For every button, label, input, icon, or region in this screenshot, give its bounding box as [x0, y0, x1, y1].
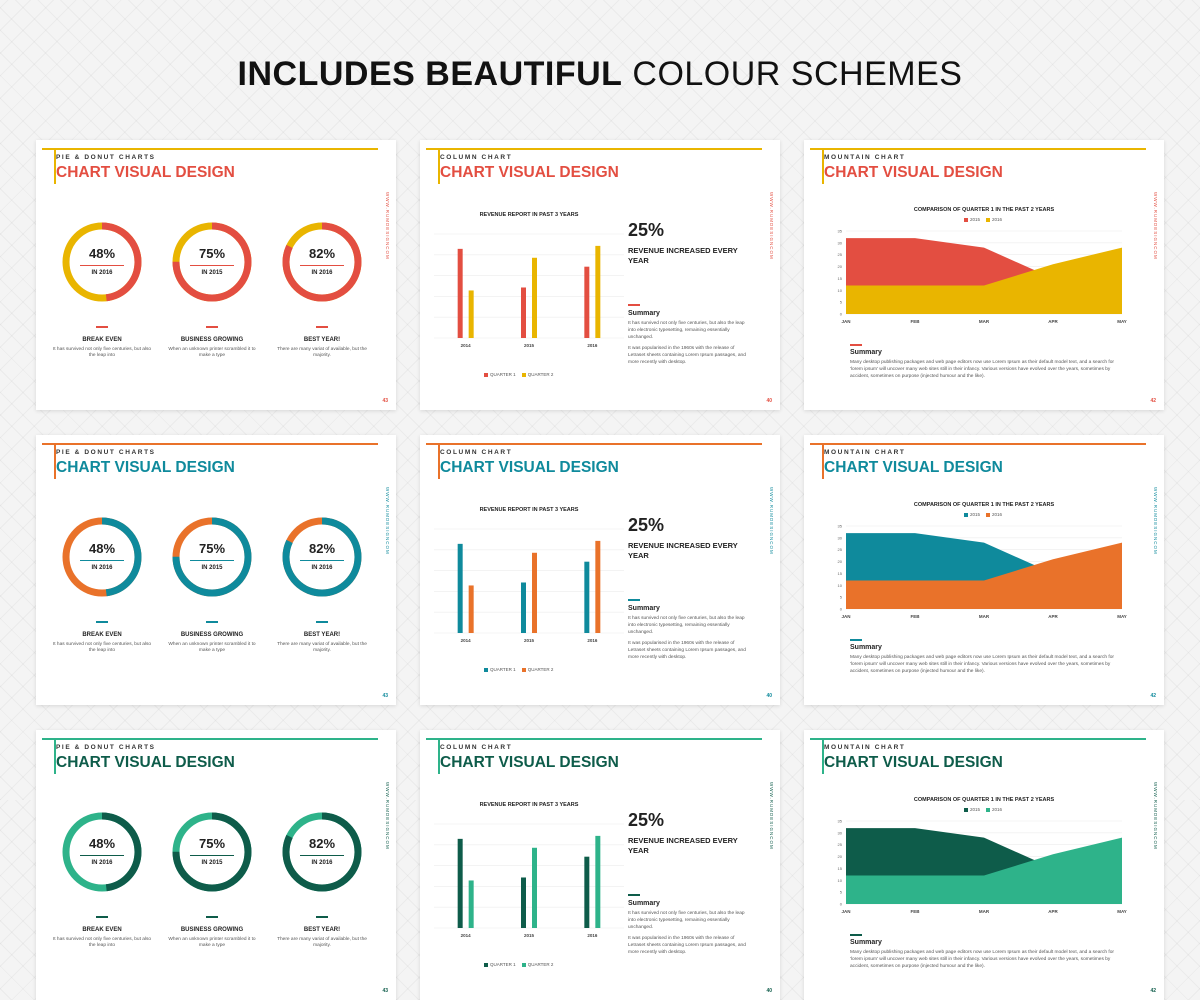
donut-percent: 75%	[198, 541, 226, 556]
legend-swatch	[484, 963, 488, 967]
y-tick-label: 5	[839, 594, 842, 600]
y-tick-label: 35	[837, 228, 842, 234]
page-number: 40	[766, 398, 772, 404]
page-number: 43	[382, 988, 388, 994]
caption-dash	[316, 916, 328, 918]
summary-title: Summary	[850, 644, 882, 651]
legend-label: 2015	[970, 512, 981, 517]
summary-text: It has survived not only five centuries, but also the leap into electronic typesetting, remaining essentially unchanged.	[628, 911, 745, 930]
caption-text: When an unknown printer scrambled it to make a type	[168, 346, 256, 358]
headline-light: COLOUR SCHEMES	[632, 55, 963, 93]
donut-chart	[282, 812, 362, 892]
legend-label: QUARTER 2	[527, 372, 554, 377]
legend-item	[484, 372, 516, 377]
slide-mountain-theme-1[interactable]	[804, 140, 1164, 410]
bar-quarter-2	[532, 258, 537, 338]
y-tick-label: 15	[837, 865, 842, 871]
donut-percent: 75%	[198, 836, 226, 851]
donut-chart	[172, 812, 252, 892]
slide-subtitle: COLUMN CHART	[440, 154, 513, 161]
caption-title: BUSINESS GROWING	[180, 926, 244, 933]
y-tick-label: 30	[837, 830, 842, 836]
x-tick-label: 2016	[587, 343, 598, 348]
slide-top-line	[42, 443, 378, 445]
legend-item	[522, 667, 554, 672]
donut-year: IN 2015	[201, 860, 223, 866]
donut-year: IN 2016	[311, 860, 333, 866]
headline-bold: INCLUDES BEAUTIFUL	[237, 55, 623, 93]
mountain-legend	[964, 217, 1002, 222]
donut-caption	[52, 326, 152, 359]
column-chart	[434, 224, 624, 354]
x-tick-label: JAN	[841, 614, 851, 619]
donut-year: IN 2016	[311, 270, 333, 276]
donut-svg	[282, 222, 362, 302]
big-percent: 25%	[628, 810, 665, 830]
bar-quarter-1	[521, 582, 526, 633]
caption-dash	[316, 621, 328, 623]
legend-swatch	[986, 218, 990, 222]
legend-label: 2016	[992, 217, 1003, 222]
x-tick-label: 2016	[587, 933, 598, 938]
slide-subtitle: COLUMN CHART	[440, 744, 513, 751]
x-tick-label: APR	[1048, 319, 1058, 324]
bar-quarter-1	[584, 857, 589, 928]
donut-svg	[62, 517, 142, 597]
slide-mountain-theme-2[interactable]	[804, 435, 1164, 705]
column-chart-title: REVENUE REPORT IN PAST 3 YEARS	[479, 507, 579, 513]
donut-percent: 82%	[308, 836, 336, 851]
slide-title: CHART VISUAL DESIGN	[440, 459, 619, 476]
legend-swatch	[964, 513, 968, 517]
slide-mountain-theme-3[interactable]	[804, 730, 1164, 1000]
y-tick-label: 20	[837, 854, 842, 860]
revenue-text: REVENUE INCREASED EVERY YEAR	[628, 246, 738, 265]
slide-top-line	[810, 148, 1146, 150]
legend-label: 2016	[992, 807, 1003, 812]
slide-title: CHART VISUAL DESIGN	[824, 459, 1003, 476]
x-tick-label: 2016	[587, 638, 598, 643]
mountain-chart-title: COMPARISON OF QUARTER 1 IN THE PAST 2 YEARS	[913, 207, 1055, 213]
caption-dash	[96, 326, 108, 328]
page-number: 42	[1150, 398, 1156, 404]
y-tick-label: 15	[837, 275, 842, 281]
donut-chart	[62, 812, 142, 892]
y-tick-label: 0	[839, 901, 842, 907]
donut-year: IN 2016	[311, 565, 333, 571]
caption-text: It has survived not only five centuries, but also the leap into	[52, 641, 152, 653]
caption-text: It has survived not only five centuries, but also the leap into	[52, 936, 152, 948]
caption-dash	[206, 326, 218, 328]
big-percent: 25%	[628, 515, 665, 535]
donut-svg	[172, 812, 252, 892]
slide-top-line	[810, 738, 1146, 740]
caption-title: BEST YEAR!	[303, 631, 341, 638]
slide-top-line	[42, 738, 378, 740]
donut-underline	[80, 560, 124, 561]
legend-label: QUARTER 1	[490, 962, 516, 967]
summary-title: Summary	[850, 349, 882, 356]
legend-label: QUARTER 2	[527, 667, 554, 672]
donut-underline	[190, 560, 234, 561]
donut-chart	[172, 517, 252, 597]
column-legend	[484, 667, 553, 672]
legend-label: QUARTER 2	[527, 962, 554, 967]
bar-quarter-1	[521, 287, 526, 338]
side-url: WWW.RUMDESIGNCOM	[769, 487, 774, 555]
donut-caption	[52, 621, 152, 654]
donut-underline	[190, 265, 234, 266]
slide-column-theme-3[interactable]	[420, 730, 780, 1000]
caption-text: There are many variat of available, but the majority.	[277, 641, 367, 653]
column-legend	[484, 372, 553, 377]
summary-text: Many desktop publishing packages and web page editors now use Lorem Ipsum as their default model text, and a search for 'lorem ipsum' will uncover many web sites still in their infancy. Various versions have evolved over the years, sometimes by accident, sometimes on purpose (injected humour and the like).	[850, 655, 1114, 674]
y-tick-label: 25	[837, 842, 842, 848]
page-number: 43	[382, 693, 388, 699]
donut-year: IN 2016	[91, 565, 113, 571]
y-tick-label: 5	[839, 299, 842, 305]
y-tick-label: 35	[837, 818, 842, 824]
donut-svg	[62, 812, 142, 892]
summary-text: It was popularised in the 1960s with the release of Letraset sheets containing Lorem Ipsum passages, and more recently with desktop.	[628, 346, 746, 365]
donut-chart	[282, 517, 362, 597]
donut-underline	[80, 855, 124, 856]
donut-percent: 82%	[308, 246, 336, 261]
bar-quarter-2	[595, 836, 600, 928]
donut-caption	[272, 916, 372, 949]
bar-quarter-1	[458, 249, 463, 338]
legend-item	[986, 512, 1002, 517]
slide-title: CHART VISUAL DESIGN	[440, 754, 619, 771]
caption-title: BREAK EVEN	[82, 336, 122, 343]
summary-title: Summary	[628, 310, 660, 317]
summary-dash	[628, 304, 640, 306]
donut-year: IN 2016	[91, 270, 113, 276]
side-url: WWW.RUMDESIGNCOM	[385, 487, 390, 555]
donut-svg	[172, 517, 252, 597]
legend-item	[964, 512, 980, 517]
summary-dash	[628, 894, 640, 896]
page-number: 42	[1150, 988, 1156, 994]
summary-text: It was popularised in the 1960s with the release of Letraset sheets containing Lorem Ipsum passages, and more recently with desktop.	[628, 641, 746, 660]
legend-swatch	[986, 513, 990, 517]
x-tick-label: APR	[1048, 614, 1058, 619]
x-tick-label: APR	[1048, 909, 1058, 914]
slide-pie-theme-3[interactable]	[36, 730, 396, 1000]
mountain-chart	[826, 226, 1126, 326]
mountain-chart-title: COMPARISON OF QUARTER 1 IN THE PAST 2 YEARS	[913, 502, 1055, 508]
donut-chart	[282, 222, 362, 302]
bar-quarter-2	[469, 290, 474, 338]
y-tick-label: 0	[839, 311, 842, 317]
donut-percent: 48%	[88, 541, 116, 556]
donut-svg	[282, 812, 362, 892]
caption-title: BREAK EVEN	[82, 926, 122, 933]
y-tick-label: 20	[837, 559, 842, 565]
summary-title: Summary	[628, 605, 660, 612]
slide-top-line	[426, 148, 762, 150]
x-tick-label: FEB	[910, 909, 920, 914]
slide-subtitle: PIE & DONUT CHARTS	[56, 744, 156, 751]
slide-subtitle: MOUNTAIN CHART	[824, 744, 906, 751]
page-number: 40	[766, 988, 772, 994]
x-tick-label: MAR	[978, 319, 990, 324]
mountain-chart-title: COMPARISON OF QUARTER 1 IN THE PAST 2 YEARS	[913, 797, 1055, 803]
side-url: WWW.RUMDESIGNCOM	[385, 192, 390, 260]
x-tick-label: MAR	[978, 614, 990, 619]
legend-item	[986, 217, 1002, 222]
donut-year: IN 2016	[91, 860, 113, 866]
legend-swatch	[484, 668, 488, 672]
revenue-text: REVENUE INCREASED EVERY YEAR	[628, 541, 738, 560]
slide-top-line	[426, 738, 762, 740]
x-tick-label: 2014	[460, 343, 471, 348]
slide-top-line	[810, 443, 1146, 445]
caption-title: BEST YEAR!	[303, 926, 341, 933]
summary-text: Many desktop publishing packages and web page editors now use Lorem Ipsum as their default model text, and a search for 'lorem ipsum' will uncover many web sites still in their infancy. Various versions have evolved over the years, sometimes by accident, sometimes on purpose (injected humour and the like).	[850, 360, 1114, 379]
donut-caption	[272, 621, 372, 654]
bar-quarter-2	[532, 553, 537, 633]
y-tick-label: 25	[837, 252, 842, 258]
bar-quarter-1	[458, 839, 463, 928]
big-percent: 25%	[628, 220, 665, 240]
bar-quarter-1	[584, 562, 589, 633]
x-tick-label: 2015	[523, 933, 535, 938]
summary-dash	[850, 344, 862, 346]
summary-text: Many desktop publishing packages and web page editors now use Lorem Ipsum as their default model text, and a search for 'lorem ipsum' will uncover many web sites still in their infancy. Various versions have evolved over the years, sometimes by accident, sometimes on purpose (injected humour and the like).	[850, 950, 1114, 969]
column-chart	[434, 814, 624, 944]
legend-label: 2015	[970, 807, 981, 812]
slide-top-line	[426, 443, 762, 445]
legend-item	[986, 807, 1002, 812]
mountain-chart	[826, 816, 1126, 916]
x-tick-label: MAY	[1117, 319, 1127, 324]
donut-percent: 48%	[88, 246, 116, 261]
donut-caption	[162, 326, 262, 359]
revenue-text: REVENUE INCREASED EVERY YEAR	[628, 836, 738, 855]
side-url: WWW.RUMDESIGNCOM	[1153, 192, 1158, 260]
legend-swatch	[986, 808, 990, 812]
caption-dash	[96, 621, 108, 623]
donut-caption	[162, 916, 262, 949]
donut-caption	[272, 326, 372, 359]
y-tick-label: 25	[837, 547, 842, 553]
bar-quarter-1	[458, 544, 463, 633]
y-tick-label: 10	[837, 582, 842, 588]
summary-dash	[850, 934, 862, 936]
summary-text: It was popularised in the 1960s with the release of Letraset sheets containing Lorem Ipsum passages, and more recently with desktop.	[628, 936, 746, 955]
donut-svg	[172, 222, 252, 302]
donut-underline	[300, 855, 344, 856]
column-chart-title: REVENUE REPORT IN PAST 3 YEARS	[479, 212, 579, 218]
donut-svg	[62, 222, 142, 302]
mountain-legend	[964, 512, 1002, 517]
legend-swatch	[522, 373, 526, 377]
legend-label: QUARTER 1	[490, 372, 516, 377]
slide-title: CHART VISUAL DESIGN	[56, 459, 235, 476]
y-tick-label: 5	[839, 889, 842, 895]
donut-percent: 82%	[308, 541, 336, 556]
x-tick-label: 2015	[523, 343, 535, 348]
slide-subtitle: COLUMN CHART	[440, 449, 513, 456]
caption-title: BUSINESS GROWING	[180, 336, 244, 343]
donut-percent: 75%	[198, 246, 226, 261]
legend-item	[484, 667, 516, 672]
caption-text: When an unknown printer scrambled it to make a type	[168, 641, 256, 653]
legend-label: 2016	[992, 512, 1003, 517]
x-tick-label: JAN	[841, 319, 851, 324]
donut-chart	[172, 222, 252, 302]
legend-swatch	[964, 808, 968, 812]
x-tick-label: FEB	[910, 319, 920, 324]
slide-subtitle: PIE & DONUT CHARTS	[56, 154, 156, 161]
bar-quarter-2	[469, 585, 474, 633]
page-number: 42	[1150, 693, 1156, 699]
side-url: WWW.RUMDESIGNCOM	[769, 192, 774, 260]
slide-subtitle: MOUNTAIN CHART	[824, 449, 906, 456]
legend-swatch	[964, 218, 968, 222]
donut-chart	[62, 517, 142, 597]
donut-caption	[52, 916, 152, 949]
slide-pie-theme-2[interactable]	[36, 435, 396, 705]
summary-dash	[628, 599, 640, 601]
summary-text: It has survived not only five centuries, but also the leap into electronic typesetting, remaining essentially unchanged.	[628, 321, 745, 340]
column-chart	[434, 519, 624, 649]
side-url: WWW.RUMDESIGNCOM	[769, 782, 774, 850]
caption-title: BREAK EVEN	[82, 631, 122, 638]
bar-quarter-1	[584, 267, 589, 338]
summary-text: It has survived not only five centuries, but also the leap into electronic typesetting, remaining essentially unchanged.	[628, 616, 745, 635]
y-tick-label: 10	[837, 877, 842, 883]
summary-title: Summary	[628, 900, 660, 907]
slide-top-line	[42, 148, 378, 150]
legend-item	[484, 962, 516, 967]
mountain-legend	[964, 807, 1002, 812]
y-tick-label: 10	[837, 287, 842, 293]
x-tick-label: MAY	[1117, 909, 1127, 914]
legend-swatch	[522, 963, 526, 967]
slide-title: CHART VISUAL DESIGN	[56, 164, 235, 181]
y-tick-label: 30	[837, 535, 842, 541]
caption-text: There are many variat of available, but the majority.	[277, 346, 367, 358]
column-chart-title: REVENUE REPORT IN PAST 3 YEARS	[479, 802, 579, 808]
donut-year: IN 2015	[201, 270, 223, 276]
page-number: 43	[382, 398, 388, 404]
caption-title: BEST YEAR!	[303, 336, 341, 343]
legend-item	[964, 217, 980, 222]
legend-item	[522, 372, 554, 377]
slide-title: CHART VISUAL DESIGN	[56, 754, 235, 771]
bar-quarter-2	[595, 541, 600, 633]
slide-title: CHART VISUAL DESIGN	[824, 754, 1003, 771]
donut-underline	[80, 265, 124, 266]
caption-dash	[206, 916, 218, 918]
x-tick-label: JAN	[841, 909, 851, 914]
x-tick-label: FEB	[910, 614, 920, 619]
y-tick-label: 0	[839, 606, 842, 612]
slide-column-theme-1[interactable]	[420, 140, 780, 410]
donut-svg	[282, 517, 362, 597]
y-tick-label: 15	[837, 570, 842, 576]
slide-subtitle: MOUNTAIN CHART	[824, 154, 906, 161]
y-tick-label: 35	[837, 523, 842, 529]
bar-quarter-2	[469, 880, 474, 928]
side-url: WWW.RUMDESIGNCOM	[1153, 782, 1158, 850]
legend-label: QUARTER 1	[490, 667, 516, 672]
slide-title: CHART VISUAL DESIGN	[440, 164, 619, 181]
mountain-chart	[826, 521, 1126, 621]
y-tick-label: 20	[837, 264, 842, 270]
donut-underline	[300, 265, 344, 266]
summary-dash	[850, 639, 862, 641]
slide-subtitle: PIE & DONUT CHARTS	[56, 449, 156, 456]
donut-year: IN 2015	[201, 565, 223, 571]
side-url: WWW.RUMDESIGNCOM	[385, 782, 390, 850]
slide-title: CHART VISUAL DESIGN	[824, 164, 1003, 181]
y-tick-label: 30	[837, 240, 842, 246]
donut-caption	[162, 621, 262, 654]
bar-quarter-1	[521, 877, 526, 928]
summary-title: Summary	[850, 939, 882, 946]
x-tick-label: MAY	[1117, 614, 1127, 619]
slide-column-theme-2[interactable]	[420, 435, 780, 705]
x-tick-label: 2014	[460, 933, 471, 938]
page-number: 40	[766, 693, 772, 699]
caption-title: BUSINESS GROWING	[180, 631, 244, 638]
legend-item	[522, 962, 554, 967]
caption-dash	[206, 621, 218, 623]
bar-quarter-2	[595, 246, 600, 338]
legend-swatch	[484, 373, 488, 377]
legend-swatch	[522, 668, 526, 672]
donut-percent: 48%	[88, 836, 116, 851]
x-tick-label: MAR	[978, 909, 990, 914]
bar-quarter-2	[532, 848, 537, 928]
caption-text: It has survived not only five centuries, but also the leap into	[52, 346, 152, 358]
caption-dash	[316, 326, 328, 328]
column-legend	[484, 962, 553, 967]
caption-text: When an unknown printer scrambled it to make a type	[168, 936, 256, 948]
x-tick-label: 2015	[523, 638, 535, 643]
caption-dash	[96, 916, 108, 918]
donut-chart	[62, 222, 142, 302]
slide-pie-theme-1[interactable]	[36, 140, 396, 410]
legend-item	[964, 807, 980, 812]
donut-underline	[190, 855, 234, 856]
side-url: WWW.RUMDESIGNCOM	[1153, 487, 1158, 555]
x-tick-label: 2014	[460, 638, 471, 643]
donut-underline	[300, 560, 344, 561]
headline	[0, 55, 1200, 94]
legend-label: 2015	[970, 217, 981, 222]
caption-text: There are many variat of available, but the majority.	[277, 936, 367, 948]
